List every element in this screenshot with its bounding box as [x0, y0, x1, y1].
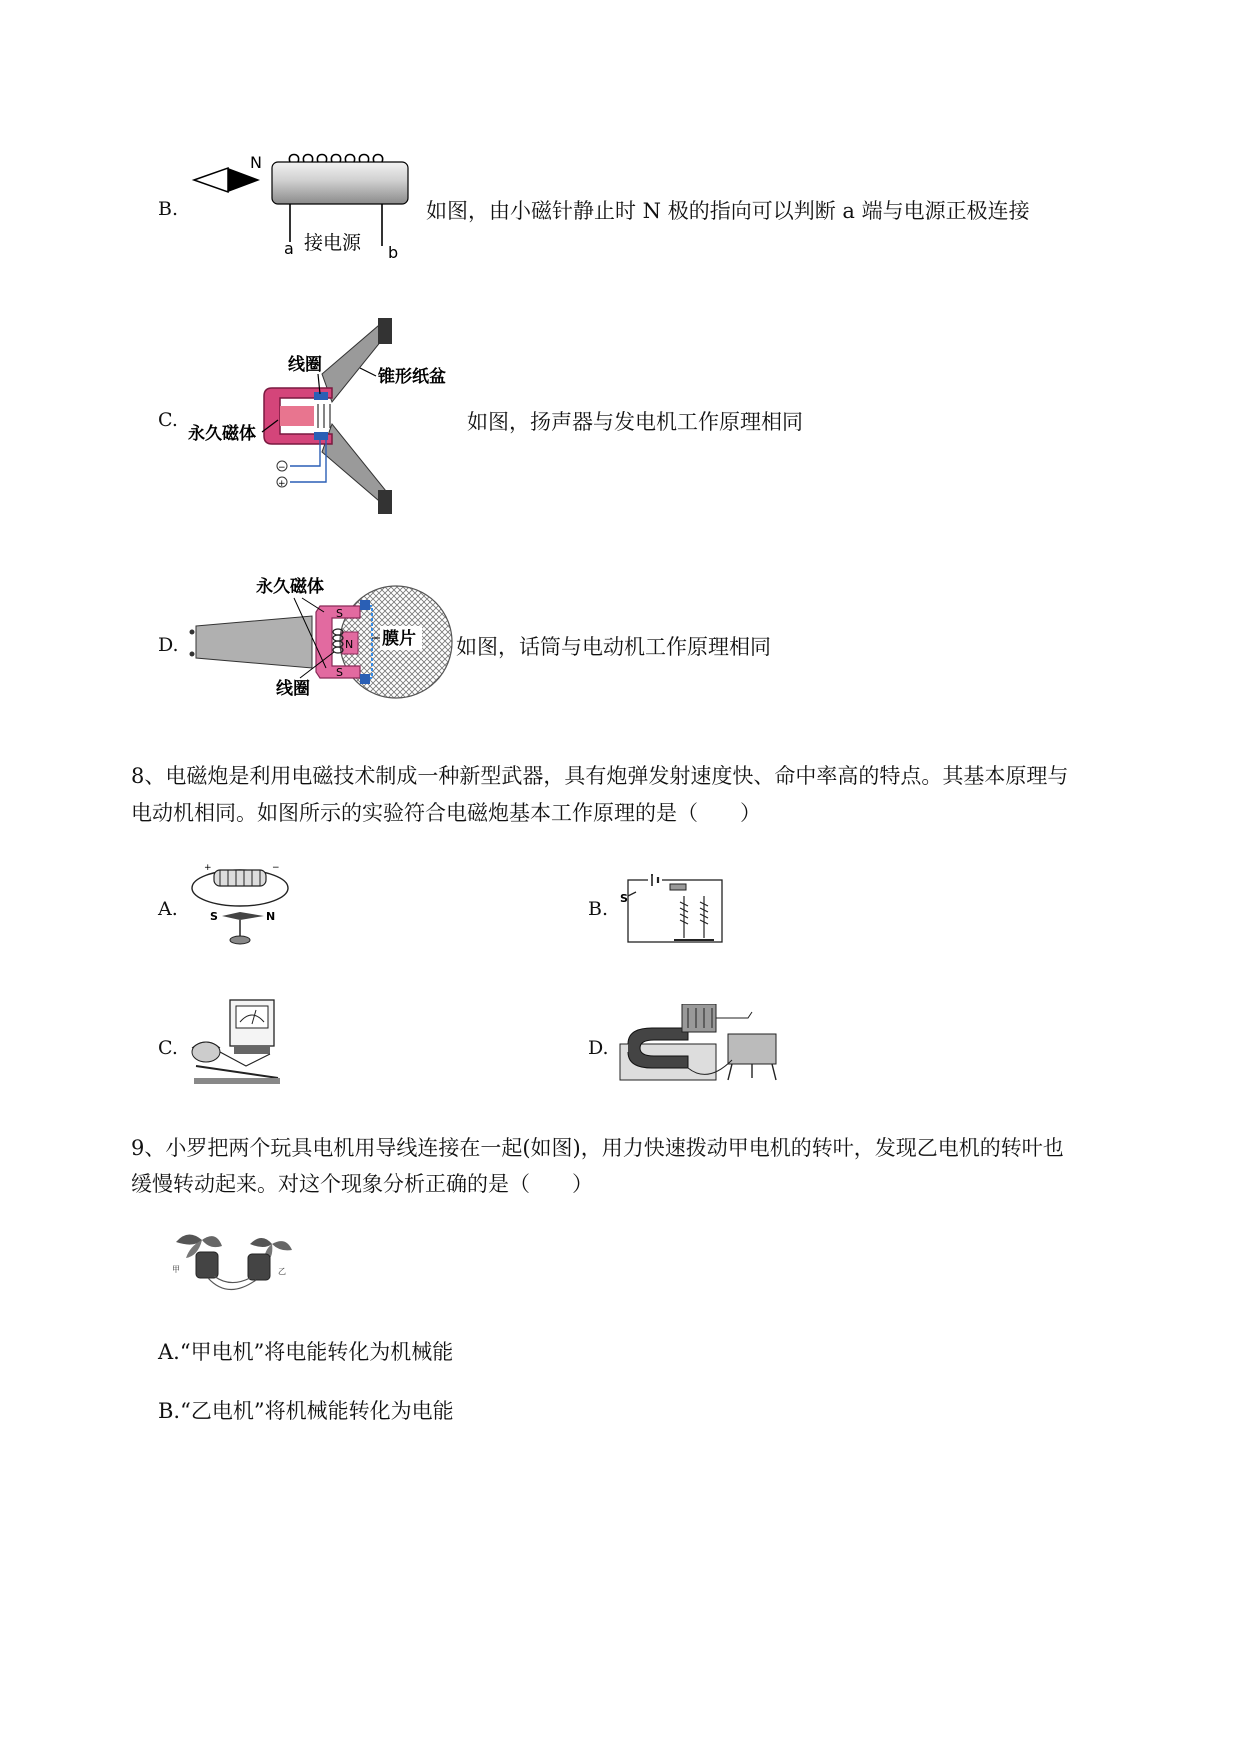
coil-bottom: [314, 432, 328, 440]
q9-option-b: B.“乙电机”将机械能转化为电能: [158, 1399, 454, 1423]
motor-yi-label: 乙: [278, 1267, 286, 1276]
q8-option-d-letter: D.: [588, 1037, 609, 1059]
solenoid-core: [272, 162, 408, 204]
option-b-letter: B.: [158, 198, 179, 220]
q9-option-a: A.“甲电机”将电能转化为机械能: [158, 1340, 454, 1364]
option-d-text: 如图，话筒与电动机工作原理相同: [456, 635, 771, 659]
speaker-figure: [182, 316, 462, 518]
option-c-text: 如图，扬声器与发电机工作原理相同: [467, 410, 803, 434]
cone-rim-bottom: [378, 490, 392, 514]
solenoid-compass-figure: [190, 150, 420, 265]
power-label: 接电源: [304, 232, 362, 254]
q8-fig-d-motor-rail: [618, 1004, 780, 1084]
q8a-plus: +: [204, 863, 212, 873]
q8-fig-b-electromagnet-circuit: [618, 862, 728, 948]
coil-label: 线圈: [288, 355, 322, 375]
needle-s-end: [194, 168, 228, 192]
mic-coil-label: 线圈: [276, 679, 310, 699]
q8b-s: S: [620, 892, 628, 905]
connecting-wire: [208, 1278, 256, 1290]
mag-s-bottom: S: [336, 666, 343, 679]
coil-top: [314, 392, 328, 400]
q8-fig-a-solenoid-compass: [188, 860, 294, 950]
motor-jia-label: 甲: [172, 1265, 180, 1274]
q8-option-b-letter: B.: [588, 898, 609, 920]
mag-s-top: S: [336, 607, 343, 620]
mag-n: N: [345, 638, 354, 651]
mic-magnet-label: 永久磁体: [256, 577, 324, 597]
q8-option-c-letter: C.: [158, 1037, 178, 1059]
option-c-letter: C.: [158, 409, 178, 431]
q9-stem-line2: 缓慢转动起来。对这个现象分析正确的是（ ）: [131, 1172, 593, 1196]
q8a-minus: −: [272, 863, 280, 873]
plus-label: +: [278, 479, 286, 489]
q9-stem-line1: 9、小罗把两个玩具电机用导线连接在一起(如图)，用力快速拨动甲电机的转叶，发现乙电机的转叶也: [131, 1136, 1064, 1160]
q8a-n: N: [266, 910, 276, 923]
film-label: 膜片: [382, 629, 416, 649]
microphone-figure: [184, 572, 454, 704]
lead-wires: [290, 440, 326, 482]
magnet-label: 永久磁体: [188, 424, 256, 444]
q8a-s: S: [210, 910, 218, 923]
cone-rim-top: [378, 318, 392, 344]
q8-option-a-letter: A.: [158, 898, 178, 920]
mic-handle: [196, 616, 312, 668]
magnet-core: [280, 406, 314, 426]
needle-n-label: N: [250, 153, 262, 172]
minus-label: −: [278, 463, 286, 473]
terminal-b-label: b: [388, 243, 399, 262]
option-b-text: 如图，由小磁针静止时 N 极的指向可以判断 a 端与电源正极连接: [426, 199, 1030, 223]
motor-jia: [172, 1234, 222, 1278]
cone-label: 锥形纸盆: [378, 367, 446, 387]
q8-fig-c-galvanometer: [186, 996, 286, 1092]
q8-stem-line1: 8、电磁炮是利用电磁技术制成一种新型武器，具有炮弹发射速度快、命中率高的特点。其基本原理与: [131, 764, 1069, 788]
option-d-letter: D.: [158, 634, 179, 656]
terminal-a-label: a: [284, 239, 294, 258]
motor-yi: [248, 1238, 292, 1280]
coil-turns: [318, 404, 330, 428]
q8-stem-line2: 电动机相同。如图所示的实验符合电磁炮基本工作原理的是（ ）: [131, 801, 761, 825]
q9-two-motors-figure: [168, 1222, 296, 1302]
